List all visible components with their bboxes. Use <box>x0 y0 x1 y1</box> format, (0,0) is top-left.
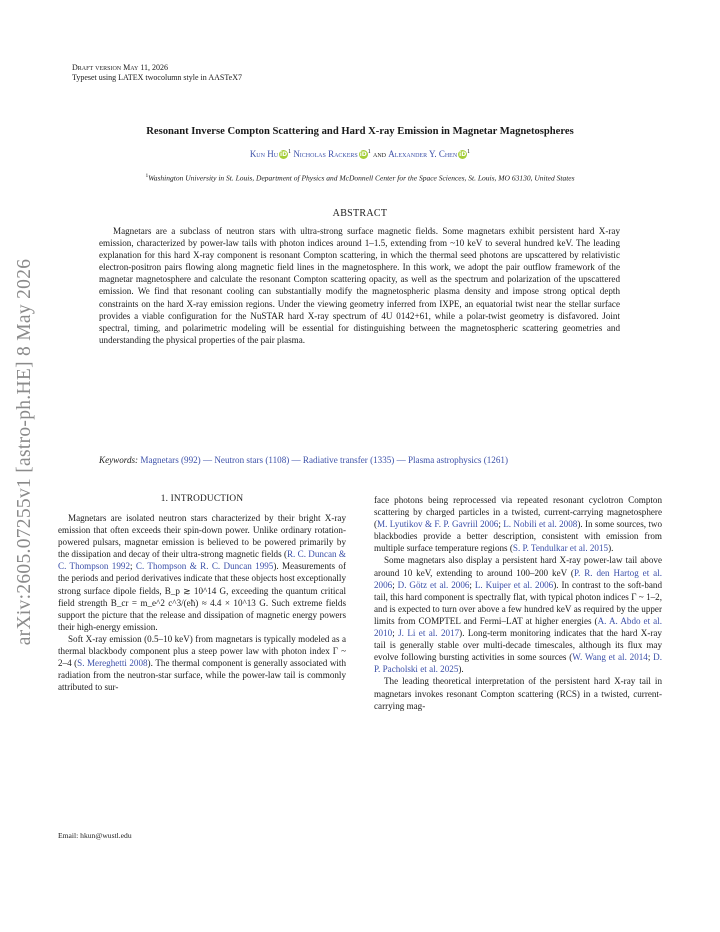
paragraph-text: Measurements of the periods and period derivatives indicate that these objects host exceptionally strong surface dipole fields, B_p ≳ 10^14 G, exceeding the quantum critical field strength B_cr = m_e^2 c^3/(eħ) ≈ 4.4 × 10^13 G. Such extreme fields support the picture that the release and dissipation of magnetic energy powers their high-energy emission. <box>58 561 346 632</box>
affil-mark: 1 <box>367 149 371 155</box>
orcid-icon[interactable]: iD <box>280 151 288 158</box>
affiliation-text: Washington University in St. Louis, Department of Physics and McDonnell Center for the Space Sciences, St. Louis, MO 63130, United States <box>148 173 575 183</box>
email-text[interactable]: Email: hkun@wustl.edu <box>58 831 132 840</box>
citation[interactable]: L. Nobili et al. 2008 <box>503 519 578 530</box>
orcid-icon[interactable]: iD <box>459 151 467 158</box>
paper-title: Resonant Inverse Compton Scattering and Hard X-ray Emission in Magnetar Magnetospheres <box>146 126 574 137</box>
citation[interactable]: S. P. Tendulkar et al. 2015 <box>512 543 609 554</box>
right-paragraph-3 <box>374 675 662 711</box>
affil-mark: 1 <box>467 149 471 155</box>
paragraph-text: face photons being reprocessed via repeated resonant cyclotron Compton scattering by charged particles in a twisted, current-carrying magnetosphere <box>374 495 662 518</box>
right-paragraph-2: Some magnetars also display a persistent hard X-ray power-law tail above around 10 keV, extending to around 100–200 keV (P. R. den Hartog et al. 2006; D. Götz et al. 2006; L. Kuiper et al. 2006). In contrast to the soft-band tail, this hard component is spectrally flat, with typical photon indices Γ ~ 1–2, and is expected to turn over above a few hundred keV as required by the upper limits from COMPTEL and Fermi–LAT at higher energies (A. A. Abdo et al. 2010; J. Li et al. 2017). Long-term monitoring indicates that the hard X-ray tail is generally stable over multi-decade timescales, although its flux may evolve following bursting activities in some sources (W. Wang et al. 2014; D. P. Pacholski et al. 2025). <box>374 555 663 675</box>
citation[interactable]: D. Götz et al. 2006 <box>397 579 470 590</box>
affil-mark: 1 <box>145 173 149 179</box>
email-footnote <box>58 831 346 840</box>
citation[interactable]: C. Thompson & R. C. Duncan 1995 <box>135 561 274 572</box>
citation[interactable]: J. Li et al. 2017 <box>398 628 460 639</box>
paragraph-text: Soft X-ray emission (0.5–10 keV) from magnetars is typically modeled as a thermal blackbody component plus a steep power law with photon index Γ ~ 2–4 <box>58 633 346 669</box>
author-kun-hu[interactable]: Kun Hu <box>249 149 279 159</box>
author-list <box>0 149 720 159</box>
citation[interactable]: M. Lyutikov & F. P. Gavriil 2006 <box>377 519 499 530</box>
citation[interactable]: D. P. Pacholski et al. 2025 <box>374 652 662 675</box>
keywords-list[interactable]: Magnetars (992) — Neutron stars (1108) — Radiative transfer (1335) — Plasma astrophysics (1261) <box>140 455 508 465</box>
orcid-icon[interactable]: iD <box>359 151 367 158</box>
citation[interactable]: A. A. Abdo et al. 2010 <box>374 615 662 639</box>
typeset-text: Typeset using LATEX twocolumn style in AASTeX7 <box>72 73 242 82</box>
and-word: and <box>373 149 386 159</box>
citation[interactable]: R. C. Duncan & C. Thompson 1992 <box>58 549 346 572</box>
author-nicholas-rackers[interactable]: Nicholas Rackers <box>293 149 358 159</box>
abstract-body: Magnetars are a subclass of neutron stars with ultra-strong surface magnetic fields. Some magnetars exhibit persistent hard X-ray emission, characterized by power-law tails with photon indices around 1–1.5, extending from ~10 keV to several hundred keV. The leading explanation for this hard X-ray component is resonant Compton scattering, in which the thermal seed photons are upscattered by relativistic electron-positron pairs flowing along magnetic field lines in the magnetosphere. In this work, we adopt the pair outflow framework of the magnetar magnetosphere and calculate the resonant Compton scattering opacity, as well as the spectrum and polarization of the upscattered emission. We find that resonant cooling can substantially modify the magnetospheric plasma density and impose strong optical depth constraints on the hard X-ray emission regions. Under the viewing geometry inferred from IXPE, an equatorial twist near the stellar surface provides a viable configuration for the NuSTAR hard X-ray spectrum of 4U 0142+61, while a polar-twist geometry is disfavored. Joint spectral, timing, and polarimetric modeling will be essential for distinguishing between the magnetospheric scattering geometries and understanding the physical properties of the pair plasma. <box>99 226 620 345</box>
citation[interactable]: S. Mereghetti 2008 <box>77 658 148 669</box>
paragraph-text: The leading theoretical interpretation of the persistent hard X-ray tail in magnetars invokes resonant Compton scattering (RCS) in a twisted, current-carrying mag- <box>374 676 662 711</box>
paragraph-text: The thermal component is generally associated with radiation from the neutron-star surface, while the power-law tail is commonly attributed to sur- <box>58 658 346 693</box>
abstract-text <box>99 225 620 346</box>
right-paragraph-1: face photons being reprocessed via repeated resonant cyclotron Compton scattering by charged particles in a twisted, current-carrying magnetosphere (M. Lyutikov & F. P. Gavriil 2006; L. Nobili et al. 2008). In some sources, two blackbodies provide a better description, consistent with emission from multiple surface temperature regions (S. P. Tendulkar et al. 2015). <box>374 495 663 554</box>
affiliation <box>54 171 666 184</box>
paragraph-text: In some sources, two blackbodies provide a better description, consistent with emission from multiple surface temperature regions <box>374 519 663 554</box>
arxiv-stamp <box>10 232 40 672</box>
paragraph-text: Magnetars are isolated neutron stars characterized by their bright X-ray emission that often exceeds their spin-down power. Unlike ordinary rotation-powered pulsars, magnetar emission is believed to be powered primarily by the dissipation and decay of their ultra-strong magnetic fields <box>58 513 346 560</box>
intro-paragraph-2: Soft X-ray emission (0.5–10 keV) from magnetars is typically modeled as a thermal blackbody component plus a steep power law with photon index Γ ~ 2–4 (S. Mereghetti 2008). The thermal component is generally associated with radiation from the neutron-star surface, while the power-law tail is commonly attributed to sur- <box>58 633 346 693</box>
affil-mark: 1 <box>288 149 292 155</box>
typeset-line <box>72 73 472 83</box>
draft-version <box>72 63 472 73</box>
keywords <box>99 454 620 466</box>
section-heading-introduction: 1. INTRODUCTION <box>160 494 244 504</box>
paragraph-text: In contrast to the soft-band tail, this hard component is spectrally flat, with typical photon indices Γ ~ 1–2, and is expected to turn over above a few hundred keV as required by the upper limits from COMPTEL and Fermi–LAT at higher energies <box>374 579 663 626</box>
intro-paragraph-1: Magnetars are isolated neutron stars characterized by their bright X-ray emission that often exceeds their spin-down power. Unlike ordinary rotation-powered pulsars, magnetar emission is believed to be powered primarily by the dissipation and decay of their ultra-strong magnetic fields (R. C. Duncan & C. Thompson 1992; C. Thompson & R. C. Duncan 1995). Measurements of the periods and period derivatives indicate that these objects host exceptionally strong surface dipole fields, B_p ≳ 10^14 G, exceeding the quantum critical field strength B_cr = m_e^2 c^3/(eħ) ≈ 4.4 × 10^13 G. Such extreme fields support the picture that the release and dissipation of magnetic energy powers their high-energy emission. <box>58 513 346 632</box>
paragraph-text: Some magnetars also display a persistent hard X-ray power-law tail above around 10 keV, extending to around 100–200 keV <box>374 555 662 578</box>
citation[interactable]: W. Wang et al. 2014 <box>572 652 648 663</box>
citation[interactable]: P. R. den Hartog et al. 2006 <box>374 567 662 590</box>
keywords-label: Keywords: <box>99 455 139 465</box>
left-column <box>58 512 346 693</box>
author-alexander-chen[interactable]: Alexander Y. Chen <box>388 149 458 159</box>
right-column <box>374 494 662 712</box>
abstract-heading: ABSTRACT <box>332 208 388 219</box>
paragraph-text: Long-term monitoring indicates that the hard X-ray tail is generally stable over multi-decade timescales, although its flux may evolve following bursting activities in some sources <box>374 628 662 663</box>
arxiv-id-text: arXiv:2605.07255v1 [astro-ph.HE] 8 May 2026 <box>14 258 35 646</box>
citation[interactable]: L. Kuiper et al. 2006 <box>474 579 554 590</box>
draft-version-text: Draft version May 11, 2026 <box>72 63 169 72</box>
